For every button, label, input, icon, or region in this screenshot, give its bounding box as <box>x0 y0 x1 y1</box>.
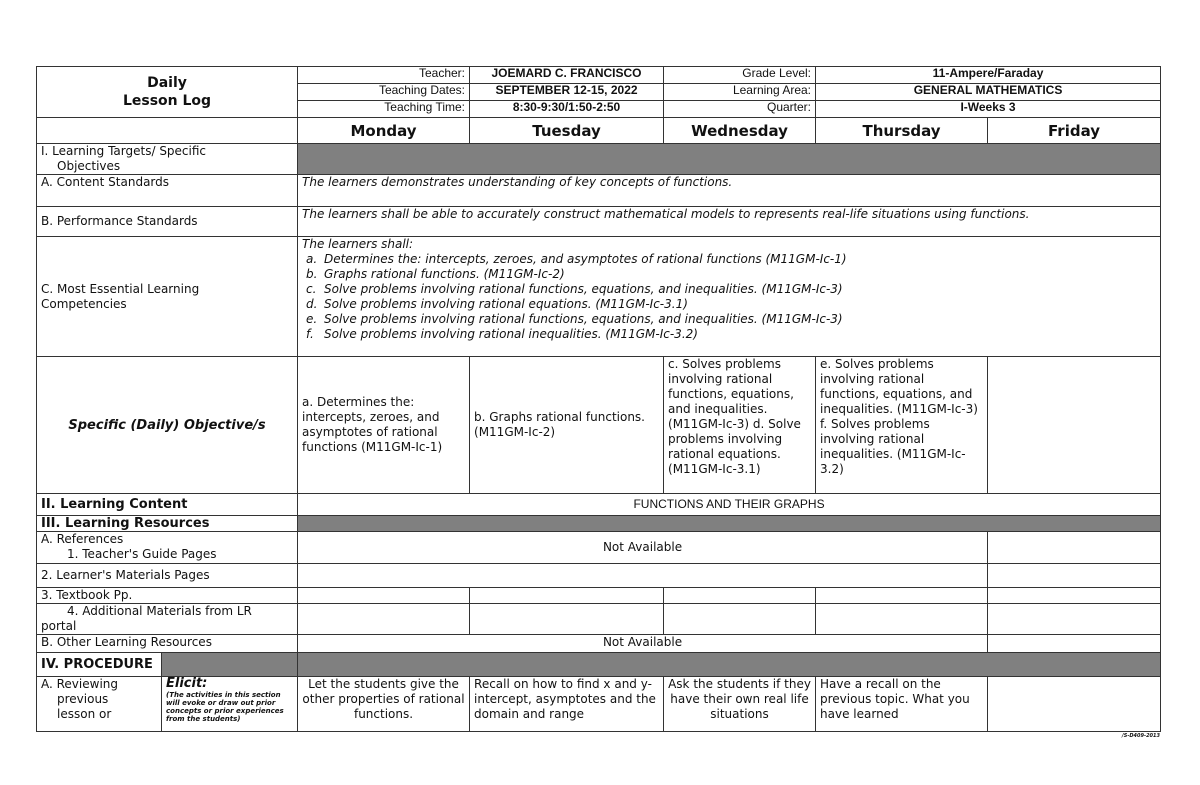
area-label: Learning Area: <box>664 84 816 101</box>
other-resources-label: B. Other Learning Resources <box>37 635 298 653</box>
grade-label: Grade Level: <box>664 67 816 84</box>
textbook-friday <box>988 588 1161 604</box>
performance-standards-label: B. Performance Standards <box>37 207 298 237</box>
additional-tuesday <box>470 604 664 635</box>
review-wednesday: Ask the students if they have their own real life situations <box>664 677 816 732</box>
additional-thursday <box>816 604 988 635</box>
content-standards-value: The learners demonstrates understanding of key concepts of functions. <box>298 175 1161 207</box>
quarter-label: Quarter: <box>664 101 816 118</box>
textbook-thursday <box>816 588 988 604</box>
elicit-cell <box>162 677 298 732</box>
time-value: 8:30-9:30/1:50-2:50 <box>470 101 664 118</box>
gray-band <box>298 653 1161 677</box>
teacher-value: JOEMARD C. FRANCISCO <box>470 67 664 84</box>
gray-band <box>298 144 1161 175</box>
specific-friday <box>988 357 1161 494</box>
list-item: e. Solve problems involving rational functions, equations, and inequalities. (M11GM-Ic-3) <box>306 312 843 326</box>
time-label: Teaching Time: <box>298 101 470 118</box>
lm-pages-friday <box>988 564 1161 588</box>
textbook-tuesday <box>470 588 664 604</box>
dates-value: SEPTEMBER 12-15, 2022 <box>470 84 664 101</box>
day-friday: Friday <box>988 118 1161 144</box>
textbook-wednesday <box>664 588 816 604</box>
specific-thursday: e. Solves problems involving rational functions, equations, and inequalities. (M11GM-Ic-3) f. Solves problems involving rational inequalities. (M11GM-Ic-3.2) <box>816 357 988 494</box>
additional-materials-label: 4. Additional Materials from LR portal <box>37 604 298 635</box>
daily-lesson-log-table <box>36 66 1161 732</box>
references-value: Not Available <box>298 532 988 564</box>
dates-label: Teaching Dates: <box>298 84 470 101</box>
review-thursday: Have a recall on the previous topic. What you have learned <box>816 677 988 732</box>
learning-content-value: FUNCTIONS AND THEIR GRAPHS <box>298 494 1161 516</box>
day-tuesday: Tuesday <box>470 118 664 144</box>
review-monday: Let the students give the other properties of rational functions. <box>298 677 470 732</box>
list-item: d. Solve problems involving rational equations. (M11GM-Ic-3.1) <box>306 297 688 311</box>
specific-tuesday: b. Graphs rational functions. (M11GM-Ic-2) <box>470 357 664 494</box>
learning-targets-heading: I. Learning Targets/ Specific Objectives <box>37 144 298 175</box>
teacher-label: Teacher: <box>298 67 470 84</box>
list-item: c. Solve problems involving rational functions, equations, and inequalities. (M11GM-Ic-3) <box>306 282 843 296</box>
additional-friday <box>988 604 1161 635</box>
footer-code: /S-D409-2013 <box>1121 733 1160 739</box>
list-item: a. Determines the: intercepts, zeroes, and asymptotes of rational functions (M11GM-Ic-1) <box>306 252 847 266</box>
reviewing-label: A. Reviewing previous lesson or <box>37 677 162 732</box>
elicit-note: (The activities in this section will evoke or draw out prior concepts or prior experiences from the students) <box>166 691 284 723</box>
gray-band <box>162 653 298 677</box>
area-value: GENERAL MATHEMATICS <box>816 84 1161 101</box>
learning-resources-label: III. Learning Resources <box>37 516 298 532</box>
specific-monday: a. Determines the: intercepts, zeroes, and asymptotes of rational functions (M11GM-Ic-1) <box>298 357 470 494</box>
other-resources-value: Not Available <box>298 635 988 653</box>
lm-pages-value <box>298 564 988 588</box>
review-tuesday: Recall on how to find x and y-intercept, asymptotes and the domain and range <box>470 677 664 732</box>
lm-pages-label: 2. Learner's Materials Pages <box>37 564 298 588</box>
textbook-monday <box>298 588 470 604</box>
other-resources-friday <box>988 635 1161 653</box>
specific-wednesday: c. Solves problems involving rational functions, equations, and inequalities. (M11GM-Ic-3) d. Solve problems involving rational equations. (M11GM-Ic-3.1) <box>664 357 816 494</box>
list-item: f. Solve problems involving rational inequalities. (M11GM-Ic-3.2) <box>306 327 698 341</box>
melc-value: The learners shall: a. Determines the: intercepts, zeroes, and asymptotes of rational functions (M11GM-Ic-1) b. Graphs rational functions. (M11GM-Ic-2) c. Solve problems involving rational functions, equations, and inequalities. (M11GM-Ic-3) d. Solve problems involving rational equations. (M11GM-Ic-3.1) e. Solve problems involving rational functions, equations, and inequalities. (M11GM-Ic-3) f. Solve problems involving rational inequalities. (M11GM-Ic-3.2) <box>298 237 1161 357</box>
learning-content-label: II. Learning Content <box>37 494 298 516</box>
additional-wednesday <box>664 604 816 635</box>
day-monday: Monday <box>298 118 470 144</box>
textbook-label: 3. Textbook Pp. <box>37 588 298 604</box>
specific-objectives-label: Specific (Daily) Objective/s <box>37 357 298 494</box>
gray-band <box>298 516 1161 532</box>
content-standards-label: A. Content Standards <box>37 175 298 207</box>
procedure-label: IV. PROCEDURE <box>37 653 162 677</box>
references-friday <box>988 532 1161 564</box>
performance-standards-value: The learners shall be able to accurately construct mathematical models to represents real-life situations using functions. <box>298 207 1161 237</box>
additional-monday <box>298 604 470 635</box>
grade-value: 11-Ampere/Faraday <box>816 67 1161 84</box>
day-thursday: Thursday <box>816 118 988 144</box>
melc-label: C. Most Essential Learning Competencies <box>37 237 298 357</box>
review-friday <box>988 677 1161 732</box>
elicit-title: Elicit: <box>166 676 208 691</box>
quarter-value: I-Weeks 3 <box>816 101 1161 118</box>
melc-list <box>302 252 1156 342</box>
references-label: A. References 1. Teacher's Guide Pages <box>37 532 298 564</box>
page-title: Daily Lesson Log <box>37 67 298 118</box>
day-header-blank <box>37 118 298 144</box>
day-wednesday: Wednesday <box>664 118 816 144</box>
list-item: b. Graphs rational functions. (M11GM-Ic-2) <box>306 267 565 281</box>
